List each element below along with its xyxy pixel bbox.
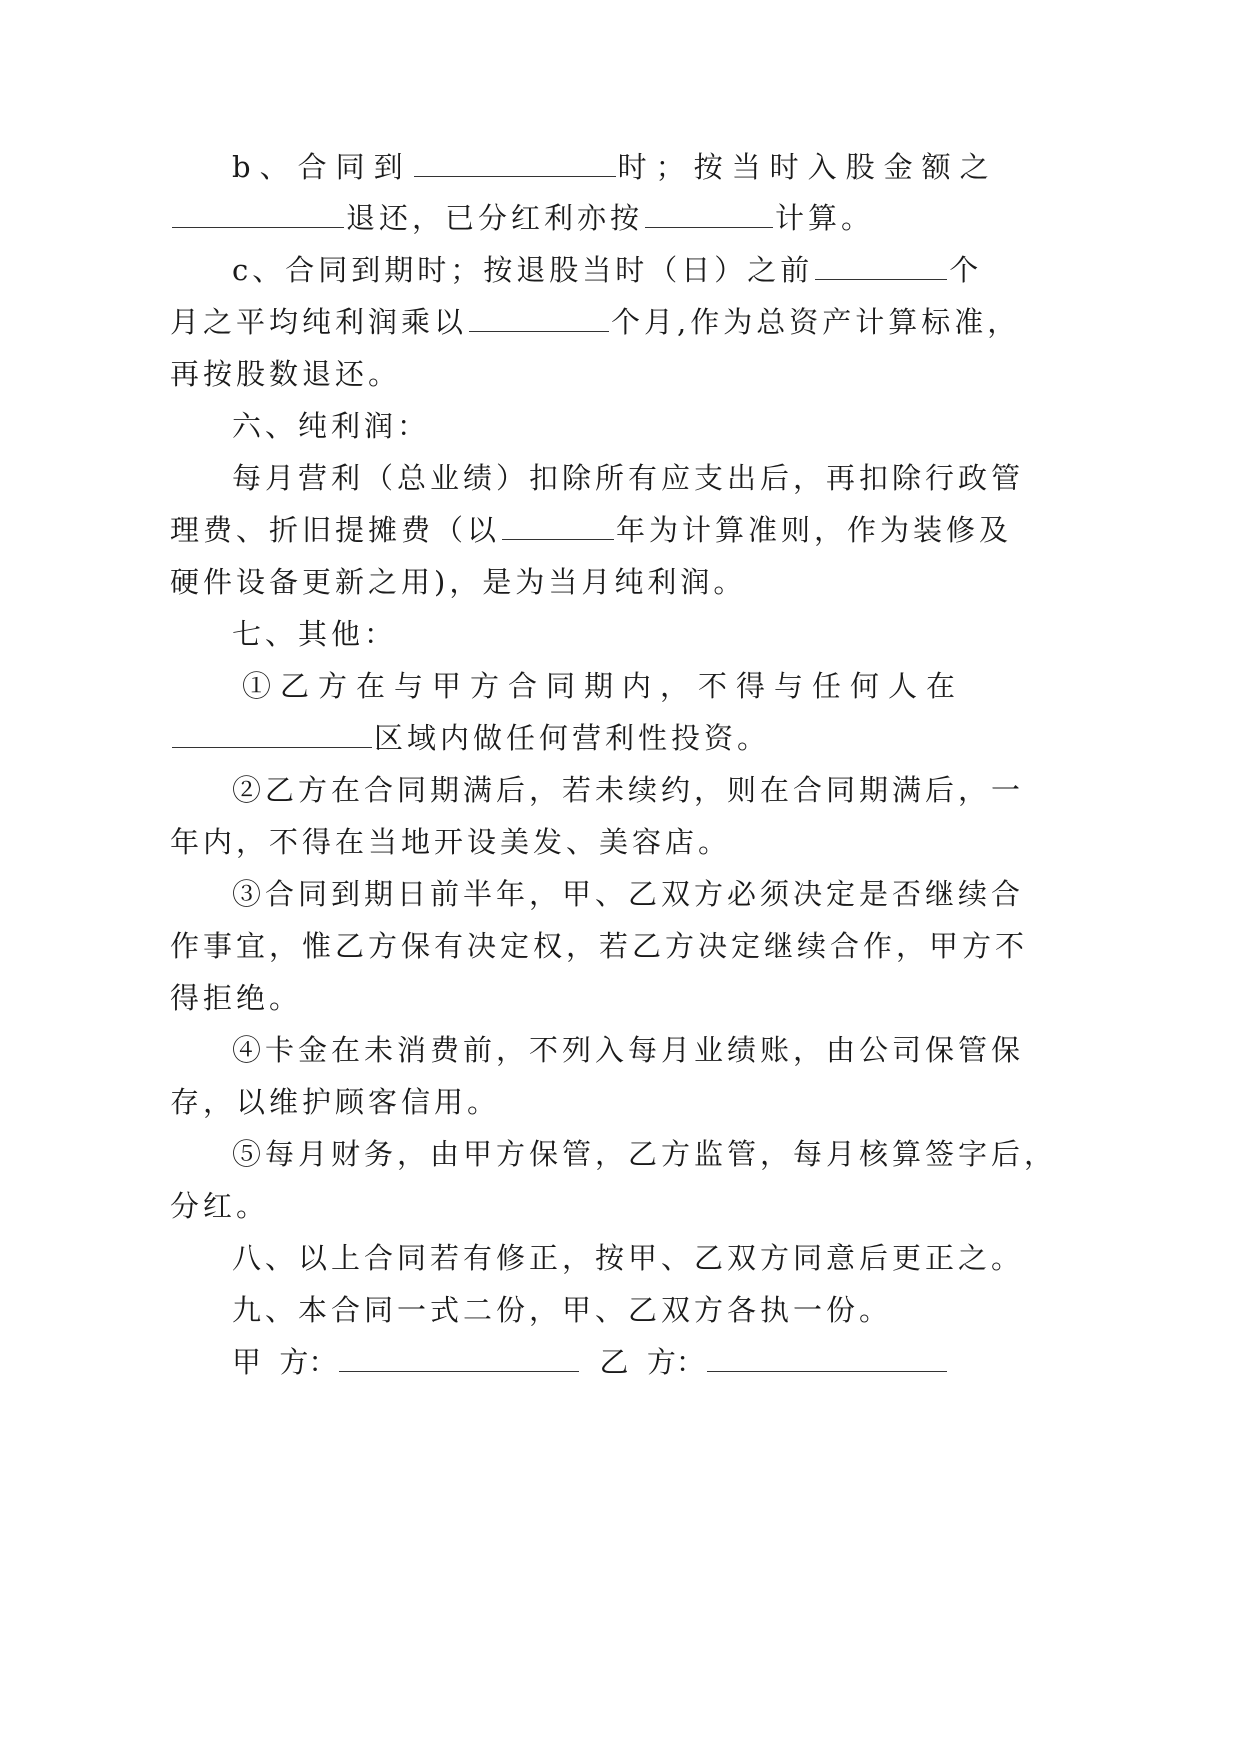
party-b-signature-field[interactable] (707, 1345, 947, 1372)
blank-field[interactable] (815, 253, 947, 280)
section7-item1-line2-end: 区域内做任何营利性投资。 (374, 721, 771, 755)
section7-item3-line3 (0, 978, 1241, 1018)
item-b-mid: 时；按当时入股金额之 (617, 150, 998, 184)
section7-item5-line2-text: 分红。 (170, 1189, 270, 1223)
section7-item5-line1 (0, 1134, 1241, 1174)
section7-item1-line1-text: ①乙方在与甲方合同期内，不得与任何人在 (242, 669, 965, 703)
section7-heading (0, 614, 1241, 654)
signature-line (0, 1342, 1241, 1382)
item-c-line3-text: 再按股数退还。 (170, 357, 402, 391)
section6-line2 (0, 510, 1241, 550)
item-c-end: 个 (949, 253, 983, 287)
section6-line3-text: 硬件设备更新之用)，是为当月纯利润。 (170, 565, 747, 599)
section8 (0, 1238, 1241, 1278)
section7-heading-text: 七、其他： (232, 617, 398, 651)
section8-text: 八、以上合同若有修正，按甲、乙双方同意后更正之。 (232, 1241, 1025, 1275)
blank-field[interactable] (172, 201, 344, 228)
item-b-line2-mid: 退还，已分红利亦按 (346, 201, 644, 235)
section7-item4-line1 (0, 1030, 1241, 1070)
section7-item4-line1-text: ④卡金在未消费前，不列入每月业绩账，由公司保管保 (232, 1033, 1025, 1067)
party-a-signature-field[interactable] (339, 1345, 579, 1372)
section7-item4-line2-text: 存，以维护顾客信用。 (170, 1085, 501, 1119)
section6-line2-prefix: 理费、折旧提摊费（以 (170, 513, 501, 547)
blank-field[interactable] (645, 201, 773, 228)
section6-heading (0, 406, 1241, 446)
section6-line1-text: 每月营利（总业绩）扣除所有应支出后，再扣除行政管 (232, 461, 1025, 495)
blank-field[interactable] (469, 305, 609, 332)
section7-item3-line2 (0, 926, 1241, 966)
item-c-line2 (0, 302, 1241, 342)
item-c-line2-prefix: 月之平均纯利润乘以 (170, 305, 468, 339)
section7-item5-line1-text: ⑤每月财务，由甲方保管，乙方监管，每月核算签字后， (232, 1137, 1058, 1171)
section7-item3-line2-text: 作事宜，惟乙方保有决定权，若乙方决定继续合作，甲方不 (170, 929, 1029, 963)
section7-item5-line2 (0, 1186, 1241, 1226)
section7-item4-line2 (0, 1082, 1241, 1122)
section7-item3-line3-text: 得拒绝。 (170, 981, 303, 1015)
item-c-line2-end: 个月,作为总资产计算标准， (611, 305, 1021, 339)
item-b-line2 (0, 198, 1241, 238)
section6-line2-end: 年为计算准则，作为装修及 (616, 513, 1013, 547)
section7-item2-line1 (0, 770, 1241, 810)
item-c-prefix: c、合同到期时；按退股当时（日）之前 (232, 253, 814, 287)
section6-line3 (0, 562, 1241, 602)
section9 (0, 1290, 1241, 1330)
blank-field[interactable] (414, 150, 616, 177)
blank-field[interactable] (502, 513, 614, 540)
section7-item3-line1-text: ③合同到期日前半年，甲、乙双方必须决定是否继续合 (232, 877, 1025, 911)
section7-item2-line2-text: 年内，不得在当地开设美发、美容店。 (170, 825, 732, 859)
item-b-prefix: b、合同到 (232, 150, 412, 184)
item-c-line1 (0, 250, 1241, 290)
item-c-line3 (0, 354, 1241, 394)
section7-item1-line2 (0, 718, 1241, 758)
section6-line1 (0, 458, 1241, 498)
section6-heading-text: 六、纯利润： (232, 409, 431, 443)
section7-item3-line1 (0, 874, 1241, 914)
item-b-line1 (0, 147, 1241, 187)
item-b-line2-end: 计算。 (775, 201, 875, 235)
section9-text: 九、本合同一式二份，甲、乙双方各执一份。 (232, 1293, 893, 1327)
party-b-label: 乙 方： (599, 1345, 705, 1379)
blank-field[interactable] (172, 721, 372, 748)
section7-item2-line2 (0, 822, 1241, 862)
party-a-label: 甲 方： (232, 1345, 338, 1379)
section7-item2-line1-text: ②乙方在合同期满后，若未续约，则在合同期满后，一 (232, 773, 1025, 807)
section7-item1-line1 (0, 666, 1241, 706)
